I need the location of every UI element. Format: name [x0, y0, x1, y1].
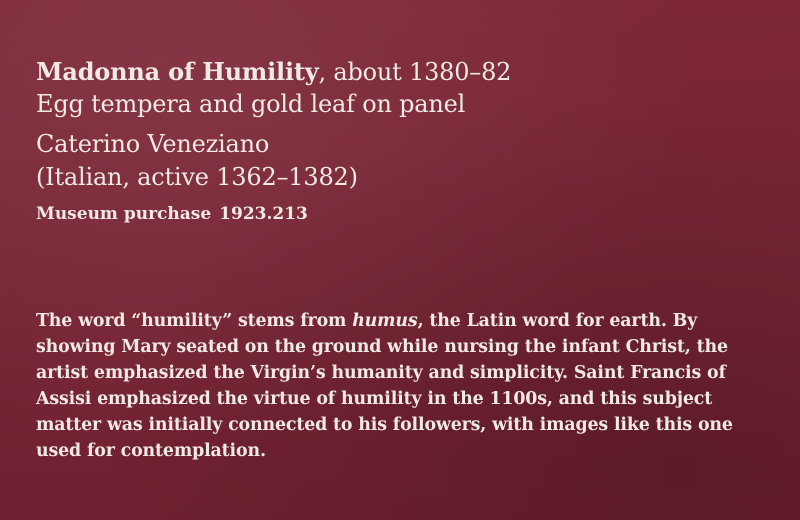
accession-number: 1923.213	[219, 204, 308, 224]
title-line	[36, 56, 736, 88]
description-line-4: Assisi emphasized the virtue of humility in the 1100s, and this subject	[36, 389, 713, 409]
artist-name: Caterino Veneziano	[36, 130, 270, 158]
description-line-3: artist emphasized the Virgin’s humanity and simplicity. Saint Francis of	[36, 363, 726, 383]
description-emphasis-humus: humus	[352, 311, 418, 331]
artist-nationality: (Italian, active 1362–1382)	[36, 163, 358, 191]
description-line-1-end: , the Latin word for earth. By	[417, 311, 698, 331]
artwork-medium: Egg tempera and gold leaf on panel	[36, 90, 466, 118]
description-line-1-start: The word “humility” stems from	[36, 311, 353, 331]
artwork-header	[36, 56, 736, 226]
credit-line	[36, 202, 736, 226]
description-line-2: showing Mary seated on the ground while nursing the infant Christ, the	[36, 337, 728, 357]
artwork-description	[36, 308, 776, 464]
description-line-6: used for contemplation.	[36, 441, 266, 461]
artwork-title: Madonna of Humility	[36, 57, 319, 86]
artwork-date: , about 1380–82	[318, 58, 512, 86]
credit-text: Museum purchase	[36, 204, 212, 224]
description-line-5: matter was initially connected to his followers, with images like this one	[36, 415, 733, 435]
description-line-1	[36, 308, 776, 334]
